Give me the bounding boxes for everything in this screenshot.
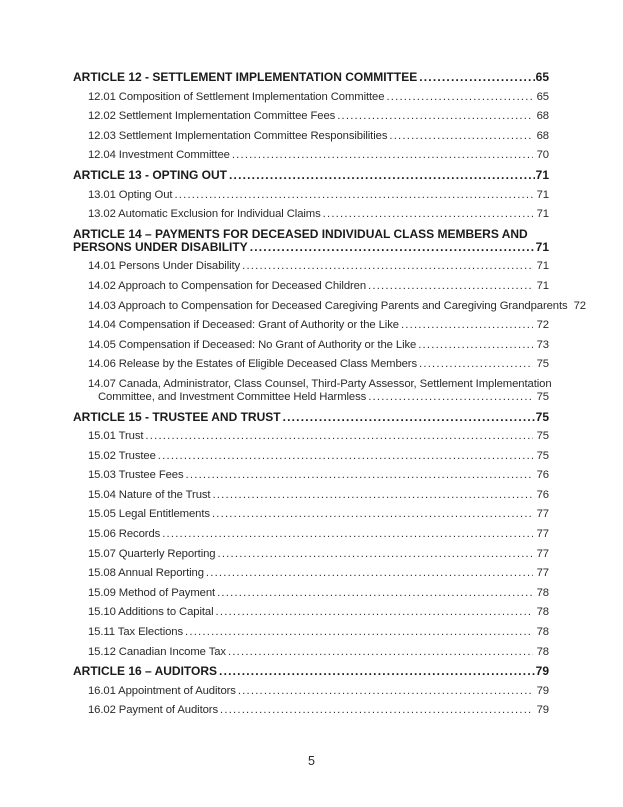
toc-page-number: 65 (536, 90, 549, 103)
toc-item (73, 548, 549, 561)
toc-entry-text: 15.10 Additions to Capital (88, 606, 214, 619)
toc-page-number: 65 (535, 70, 549, 84)
toc-item (73, 377, 552, 404)
toc-item (73, 130, 549, 143)
toc-leader-dots (238, 685, 533, 698)
toc-item (73, 358, 549, 371)
toc-entry-text: 15.02 Trustee (88, 449, 156, 462)
toc-page-number: 71 (536, 279, 549, 292)
toc-item (73, 606, 549, 619)
toc-page-number: 77 (536, 567, 549, 580)
toc-item (73, 626, 549, 639)
toc-entry-text: 15.08 Annual Reporting (88, 567, 204, 580)
toc-page-number: 71 (536, 188, 549, 201)
toc-item (73, 110, 549, 123)
toc-item (73, 280, 549, 293)
toc-entry-text: 12.03 Settlement Implementation Committee Responsibilities (88, 129, 388, 142)
toc-heading (73, 665, 549, 678)
toc-leader-dots (217, 587, 533, 600)
toc-page-number: 76 (536, 469, 549, 482)
toc-leader-dots (218, 548, 533, 561)
toc-item (73, 189, 549, 202)
toc-entry-text: 15.12 Canadian Income Tax (88, 645, 226, 658)
toc-item (73, 469, 549, 482)
toc-heading (73, 411, 549, 424)
footer-page-number: 5 (308, 754, 315, 768)
toc-entry-text: 15.09 Method of Payment (88, 586, 216, 599)
toc-leader-dots (219, 665, 535, 678)
toc-page-number: 78 (536, 626, 549, 639)
toc-item (73, 430, 549, 443)
toc-leader-dots (212, 508, 533, 521)
toc-page-number: 71 (535, 239, 549, 254)
toc-page-number: 68 (536, 110, 549, 123)
toc-entry-text: PERSONS UNDER DISABILITY (73, 239, 248, 254)
toc-page-number: 70 (536, 149, 549, 162)
toc-entry-text: 14.03 Approach to Compensation for Deceased Caregiving Parents and Caregiving Grandparents (88, 299, 568, 312)
toc-entry-text: 16.02 Payment of Auditors (88, 704, 219, 717)
toc-item (73, 260, 549, 273)
toc-page-number: 75 (536, 358, 549, 371)
toc-leader-dots (174, 189, 532, 202)
toc-leader-dots (220, 704, 533, 717)
toc-entry-text: 15.04 Nature of the Trust (88, 488, 211, 501)
toc-leader-dots (185, 626, 533, 639)
toc-item (73, 149, 549, 162)
toc-page-number: 73 (536, 338, 549, 351)
toc-item (73, 567, 549, 580)
toc-item (73, 299, 586, 313)
toc-leader-dots (368, 280, 533, 293)
toc-page-number: 68 (536, 129, 549, 142)
toc-heading (73, 169, 549, 182)
toc-entry-text: ARTICLE 16 – AUDITORS (73, 664, 218, 679)
toc-page-number: 75 (535, 409, 549, 424)
toc-page-number: 75 (536, 390, 549, 403)
toc-entry-text: ARTICLE 14 – PAYMENTS FOR DECEASED INDIVIDUAL CLASS MEMBERS AND (73, 226, 528, 241)
toc-leader-dots (418, 339, 532, 352)
toc-leader-dots (206, 567, 533, 580)
toc-heading (73, 71, 549, 84)
toc-entry-text: 15.03 Trustee Fees (88, 469, 184, 482)
toc-page-number: 77 (536, 528, 549, 541)
toc-page-number: 72 (573, 299, 586, 312)
toc-heading (73, 228, 549, 254)
toc-entry-text: ARTICLE 13 - OPTING OUT (73, 167, 228, 182)
toc-item (73, 91, 549, 104)
toc-item (73, 528, 549, 541)
toc-item (73, 208, 549, 221)
toc-leader-dots (419, 358, 533, 371)
toc-item (73, 704, 549, 717)
toc-entry-text: 12.01 Composition of Settlement Implementation Committee (88, 90, 385, 103)
toc-leader-dots (283, 411, 535, 424)
toc-leader-dots (158, 450, 533, 463)
toc (73, 70, 586, 724)
toc-entry-text: 15.07 Quarterly Reporting (88, 547, 216, 560)
toc-entry-text: 15.01 Trust (88, 430, 144, 443)
toc-entry-text: 13.02 Automatic Exclusion for Individual Claims (88, 208, 321, 221)
toc-entry-text: 12.04 Investment Committee (88, 149, 230, 162)
toc-leader-dots (337, 110, 532, 123)
toc-item (73, 339, 549, 352)
toc-page-number: 71 (535, 167, 549, 182)
toc-leader-dots (323, 208, 533, 221)
toc-page-number: 71 (536, 208, 549, 221)
toc-entry-text: Committee, and Investment Committee Held Harmless (98, 390, 367, 403)
toc-leader-dots (228, 646, 533, 659)
toc-entry-text: 13.01 Opting Out (88, 188, 173, 201)
toc-page-number: 79 (536, 704, 549, 717)
toc-entry-text: 14.01 Persons Under Disability (88, 260, 241, 273)
toc-item (73, 319, 549, 332)
toc-leader-dots (186, 469, 533, 482)
toc-page-number: 75 (536, 430, 549, 443)
toc-leader-dots (216, 606, 533, 619)
toc-entry-text: 14.04 Compensation if Deceased: Grant of Authority or the Like (88, 319, 399, 332)
toc-leader-dots (389, 130, 532, 143)
toc-page-number: 79 (536, 684, 549, 697)
toc-leader-dots (368, 391, 532, 404)
toc-leader-dots (419, 71, 534, 84)
toc-item (73, 508, 549, 521)
toc-leader-dots (229, 169, 535, 182)
toc-page-number: 71 (536, 260, 549, 273)
toc-page-number: 78 (536, 586, 549, 599)
toc-entry-text: 14.02 Approach to Compensation for Deceased Children (88, 279, 367, 292)
toc-page-number: 75 (536, 449, 549, 462)
toc-page-number: 78 (536, 606, 549, 619)
toc-leader-dots (145, 430, 532, 443)
toc-page-number: 77 (536, 508, 549, 521)
toc-item (73, 646, 549, 659)
toc-leader-dots (401, 319, 533, 332)
toc-page-number: 79 (535, 664, 549, 679)
toc-item (73, 685, 549, 698)
toc-entry-text: 14.06 Release by the Estates of Eligible Deceased Class Members (88, 358, 418, 371)
toc-entry-text: ARTICLE 12 - SETTLEMENT IMPLEMENTATION COMMITTEE (73, 70, 418, 84)
toc-page-number: 76 (536, 488, 549, 501)
toc-entry-text: 16.01 Appointment of Auditors (88, 684, 236, 697)
toc-page-number: 78 (536, 645, 549, 658)
toc-item (73, 587, 549, 600)
toc-entry-text: ARTICLE 15 - TRUSTEE AND TRUST (73, 409, 281, 424)
toc-entry-text: 15.11 Tax Elections (88, 626, 184, 639)
toc-page-number: 77 (536, 547, 549, 560)
toc-leader-dots (232, 149, 533, 162)
toc-item (73, 450, 549, 463)
toc-entry-text: 14.07 Canada, Administrator, Class Counsel, Third-Party Assessor, Settlement Implementation (88, 377, 552, 390)
toc-entry-text: 14.05 Compensation if Deceased: No Grant of Authority or the Like (88, 338, 417, 351)
toc-item (73, 489, 549, 502)
toc-entry-text: 15.05 Legal Entitlements (88, 508, 210, 521)
toc-page-number: 72 (536, 319, 549, 332)
toc-leader-dots (242, 260, 533, 273)
toc-leader-dots (212, 489, 532, 502)
toc-leader-dots (162, 528, 532, 541)
toc-entry-text: 15.06 Records (88, 528, 161, 541)
toc-entry-text: 12.02 Settlement Implementation Committee Fees (88, 110, 336, 123)
toc-leader-dots (250, 241, 535, 254)
toc-leader-dots (386, 91, 532, 104)
